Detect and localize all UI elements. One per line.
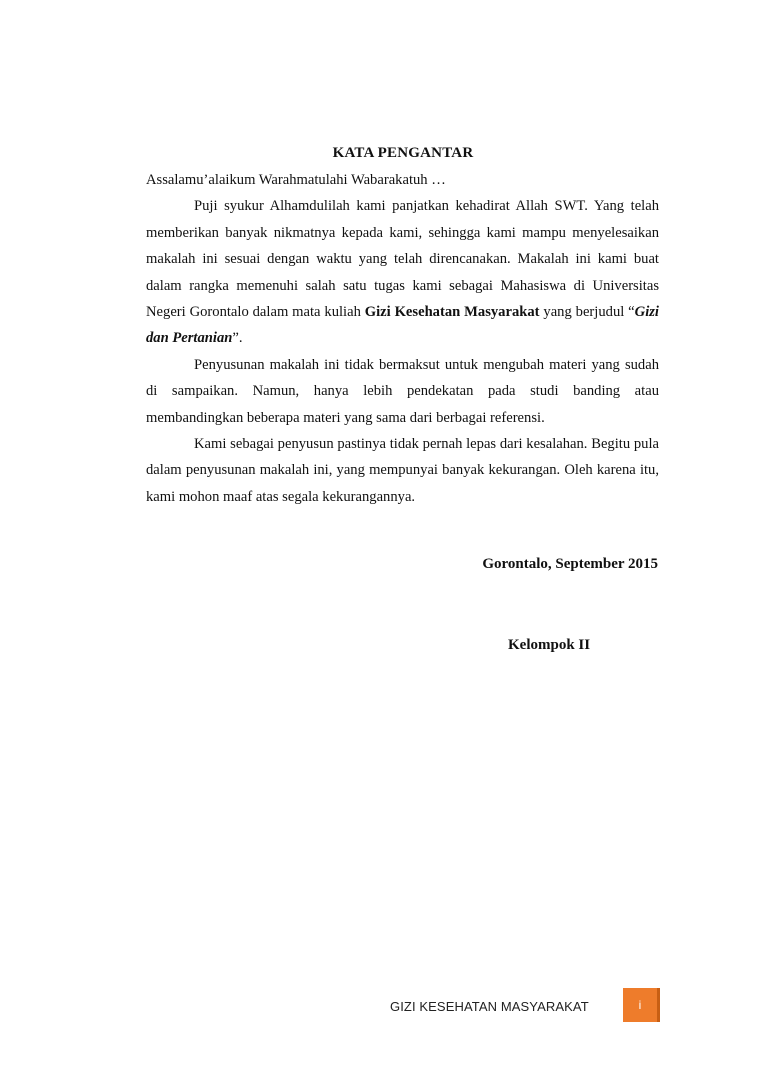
course-name: Gizi Kesehatan Masyarakat [364,304,540,321]
footer-course-title: GIZI KESEHATAN MASYARAKAT [390,999,589,1014]
paragraph-1-end: ”. [232,330,243,347]
paragraph-1-text: Puji syukur Alhamdulilah kami panjatkan kehadirat Allah SWT. Yang telah memberikan banyak nikmatnya kepada kami, sehingga kami mampu menyelesaikan makalah ini sesuai dengan waktu yang telah direncanakan. Makalah ini kami buat dalam rangka memenuhi salah satu tugas kami sebagai Mahasiswa di Universitas Negeri Gorontalo dalam mata kuliah [146,198,659,321]
page-title: KATA PENGANTAR [332,145,474,161]
group-signature: Kelompok II [508,637,591,653]
paragraph-1-connector: yang berjudul “ [539,304,635,321]
place-date: Gorontalo, September 2015 [482,556,658,572]
paragraph-3: Kami sebagai penyusun pastinya tidak pernah lepas dari kesalahan. Begitu pula dalam penyusunan makalah ini, yang mempunyai banyak kekurangan. Oleh karena itu, kami mohon maaf atas segala kekurangannya. [146,436,659,505]
paragraph-1 [146,193,659,351]
greeting: Assalamu’alaikum Warahmatulahi Wabarakatuh … [146,172,446,188]
paragraph-2: Penyusunan makalah ini tidak bermaksut untuk mengubah materi yang sudah di sampaikan. Namun, hanya lebih pendekatan pada studi banding atau membandingkan beberapa materi yang sama dari berbagai referensi. [146,356,659,426]
page-number: i [638,998,642,1012]
page-number-edge [657,988,660,1022]
body-text [146,167,659,510]
page-number-badge [623,988,657,1022]
paper-title: Gizi dan Pertanian [146,304,659,347]
